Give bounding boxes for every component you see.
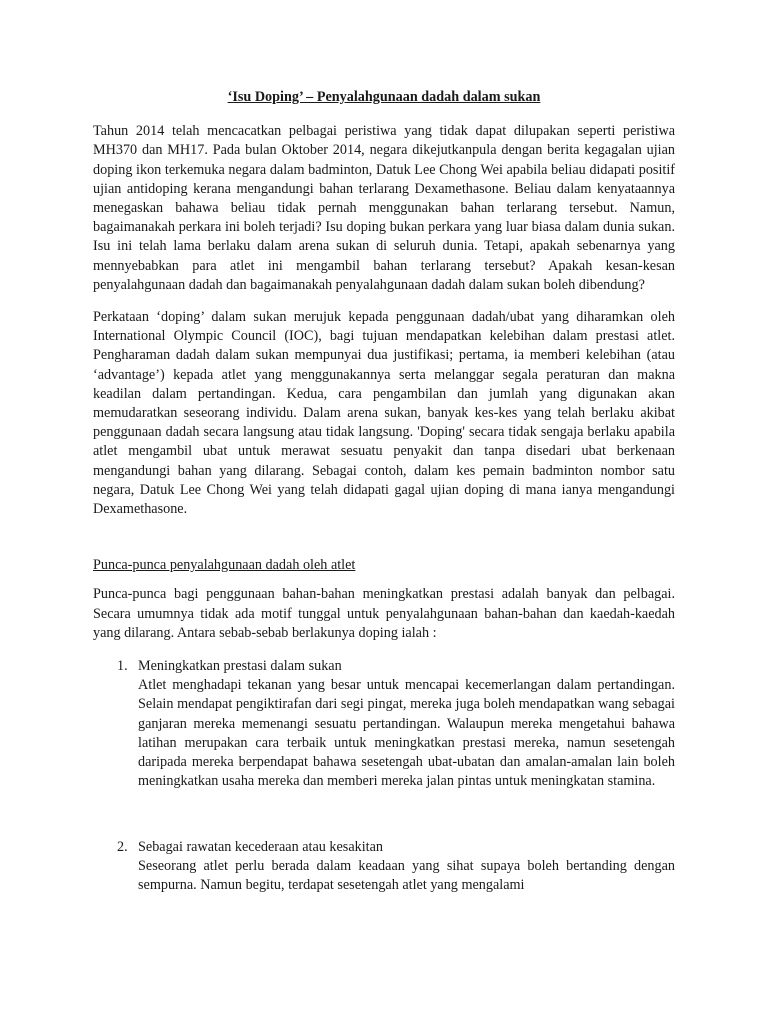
- paragraph-intro: Tahun 2014 telah mencacatkan pelbagai peristiwa yang tidak dapat dilupakan seperti peristiwa MH370 dan MH17. Pada bulan Oktober 2014, negara dikejutkanpula dengan berita kegagalan ujian doping ikon terkemuka negara dalam badminton, Datuk Lee Chong Wei apabila beliau didapati positif ujian antidoping kerana mengandungi bahan terlarang Dexamethasone. Beliau dalam kenyataannya menegaskan bahawa beliau tidak pernah menggunakan bahan terlarang tersebut. Namun, bagaimanakah perkara ini boleh terjadi? Isu doping bukan perkara yang luar biasa dalam dunia sukan. Isu ini telah lama berlaku dalam arena sukan di seluruh dunia. Tetapi, apakah sebenarnya yang mennyebabkan para atlet ini mengambil bahan terlarang tersebut? Apakah kesan-kesan penyalahgunaan dadah dan bagaimanakah penyalahgunaan dadah dalam sukan boleh dibendung?: [93, 123, 675, 293]
- section-intro: Punca-punca bagi penggunaan bahan-bahan meningkatkan prestasi adalah banyak dan pelbagai. Secara umumnya tidak ada motif tunggal untuk penyalahgunaan bahan-bahan dan kaedah-kaedah yang dilarang. Antara sebab-sebab berlakunya doping ialah :: [93, 586, 675, 641]
- paragraph-definition: Perkataan ‘doping’ dalam sukan merujuk kepada penggunaan dadah/ubat yang diharamkan oleh International Olympic Council (IOC), bagi tujuan mendapatkan kelebihan dalam prestasi atlet. Pengharaman dadah dalam sukan mempunyai dua justifikasi; pertama, ia memberi kelebihan (atau ‘advantage’) kepada atlet yang menggunakannya serta melanggar segala peraturan dan makna keadilan dalam pertandingan. Kedua, cara pengambilan dan jumlah yang digunakan akan memudaratkan seseorang individu. Dalam arena sukan, banyak kes-kes yang telah berlaku akibat penggunaan dadah secara langsung atau tidak langsung. 'Doping' secara tidak sengaja berlaku apabila atlet mengambil ubat untuk merawat sesuatu penyakit dan tanpa disedari ubat berkenaan mengandungi bahan yang dilarang. Sebagai contoh, dalam kes pemain badminton nombor satu negara, Datuk Lee Chong Wei yang telah didapati gagal ujian doping di mana ianya mengandungi Dexamethasone.: [93, 309, 675, 518]
- list-item-number: 1.: [117, 658, 128, 675]
- list-item: [93, 838, 675, 896]
- list-item-body: Seseorang atlet perlu berada dalam keadaan yang sihat supaya boleh bertanding dengan sempurna. Namun begitu, terdapat sesetengah atlet yang mengalami: [138, 857, 675, 893]
- section-heading: Punca-punca penyalahgunaan dadah oleh atlet: [93, 557, 356, 574]
- document-page: [93, 84, 675, 895]
- list-item-body: Atlet menghadapi tekanan yang besar untuk mencapai kecemerlangan dalam pertandingan. Selain mendapat pengiktirafan dari segi pingat, mereka juga boleh mendapatkan wang sebagai ganjaran mereka memenangi sesuatu pertandingan. Walaupun mereka mengetahui bahawa latihan merupakan cara terbaik untuk meningkatkan prestasi mereka, namun sesetengah daripada mereka berpendapat bahawa sesetengah ubat-ubatan dan amalan-amalan lain boleh meningkatkan usaha mereka dan memberi mereka jalan pintas untuk meningkatan stamina.: [138, 677, 675, 790]
- list-item-number: 2.: [117, 838, 128, 855]
- list-item-title: Meningkatkan prestasi dalam sukan: [138, 658, 342, 675]
- document-title: ‘Isu Doping’ – Penyalahgunaan dadah dalam sukan: [227, 89, 541, 105]
- list-item: [93, 657, 675, 791]
- reasons-list: [93, 657, 675, 895]
- list-item-title: Sebagai rawatan kecederaan atau kesakitan: [138, 838, 383, 855]
- spacer: [93, 532, 675, 556]
